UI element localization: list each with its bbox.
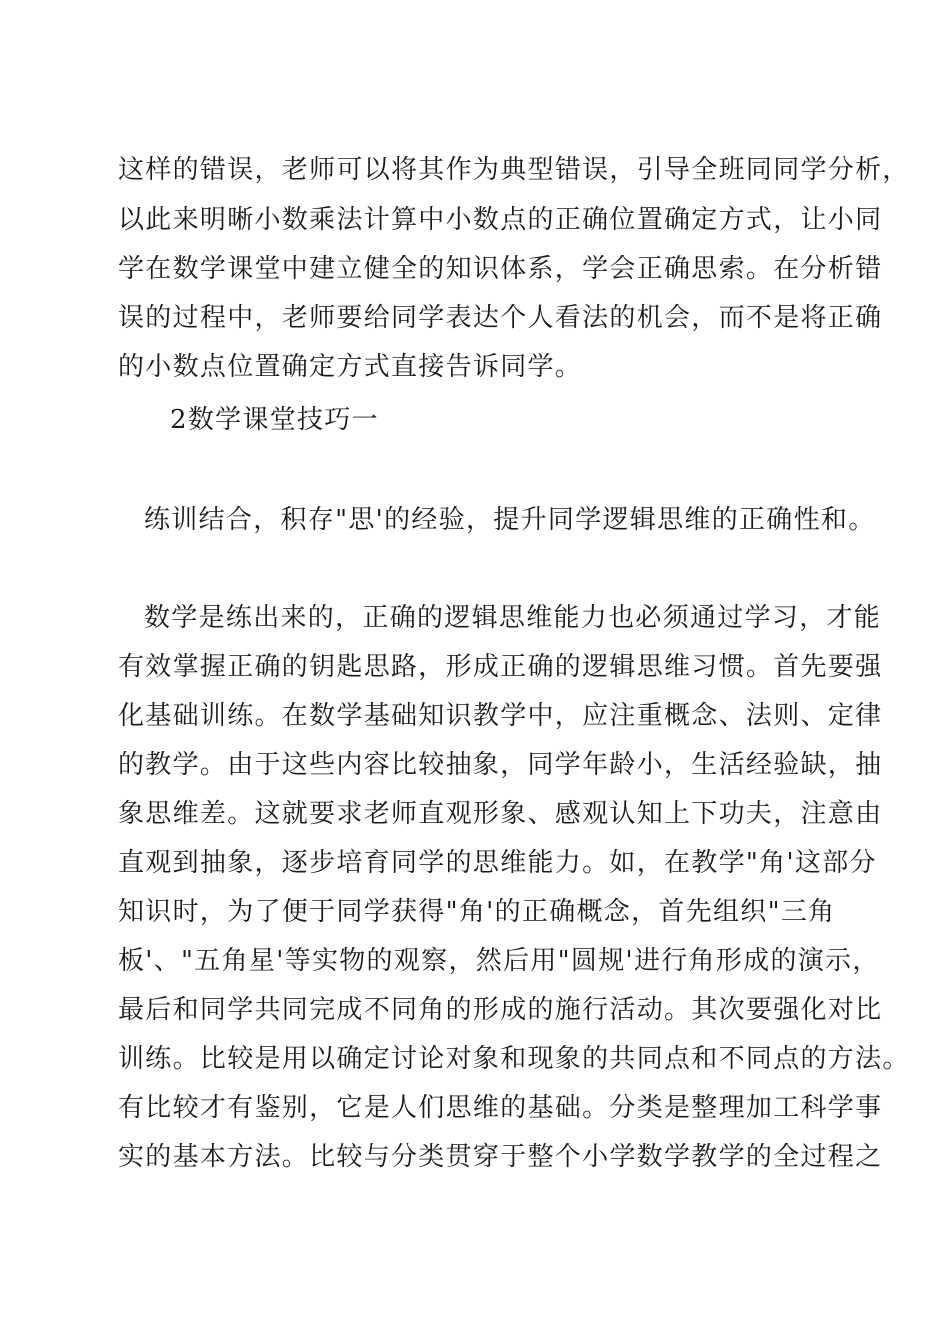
section-subheading: 练训结合，积存"思'的经验，提升同学逻辑思维的正确性和。: [144, 505, 876, 535]
section-heading: 2数学课堂技巧一: [170, 405, 379, 435]
paragraph-line: 以此来明晰小数乘法计算中小数点的正确位置确定方式，让小同: [118, 205, 883, 235]
paragraph-line: 实的基本方法。比较与分类贯穿于整个小学数学教学的全过程之: [118, 1142, 883, 1172]
paragraph-line: 有比较才有鉴别，它是人们思维的基础。分类是整理加工科学事: [118, 1093, 883, 1123]
paragraph-line: 的小数点位置确定方式直接告诉同学。: [118, 352, 583, 382]
paragraph-line: 象思维差。这就要求老师直观形象、感观认知上下功夫，注意由: [118, 799, 883, 829]
paragraph-line: 知识时，为了便于同学获得"角'的正确概念，首先组织"三角: [118, 897, 836, 927]
paragraph-line: 最后和同学共同完成不同角的形成的施行活动。其次要强化对比: [118, 995, 883, 1025]
paragraph-line: 这样的错误，老师可以将其作为典型错误，引导全班同同学分析，: [118, 155, 910, 185]
paragraph-line: 的教学。由于这些内容比较抽象，同学年龄小，生活经验缺，抽: [118, 750, 883, 780]
paragraph-line: 有效掌握正确的钥匙思路，形成正确的逻辑思维习惯。首先要强: [118, 652, 883, 682]
paragraph-line: 学在数学课堂中建立健全的知识体系，学会正确思索。在分析错: [118, 254, 883, 284]
paragraph-line: 板'、"五角星'等实物的观察，然后用"圆规'进行角形成的演示，: [118, 946, 880, 976]
paragraph-line: 化基础训练。在数学基础知识教学中，应注重概念、法则、定律: [118, 701, 883, 731]
paragraph-line: 误的过程中，老师要给同学表达个人看法的机会，而不是将正确: [118, 303, 883, 333]
paragraph-line: 数学是练出来的，正确的逻辑思维能力也必须通过学习，才能: [144, 603, 882, 633]
paragraph-line: 直观到抽象，逐步培育同学的思维能力。如，在教学"角'这部分: [118, 848, 877, 878]
paragraph-line: 训练。比较是用以确定讨论对象和现象的共同点和不同点的方法。: [118, 1044, 910, 1074]
